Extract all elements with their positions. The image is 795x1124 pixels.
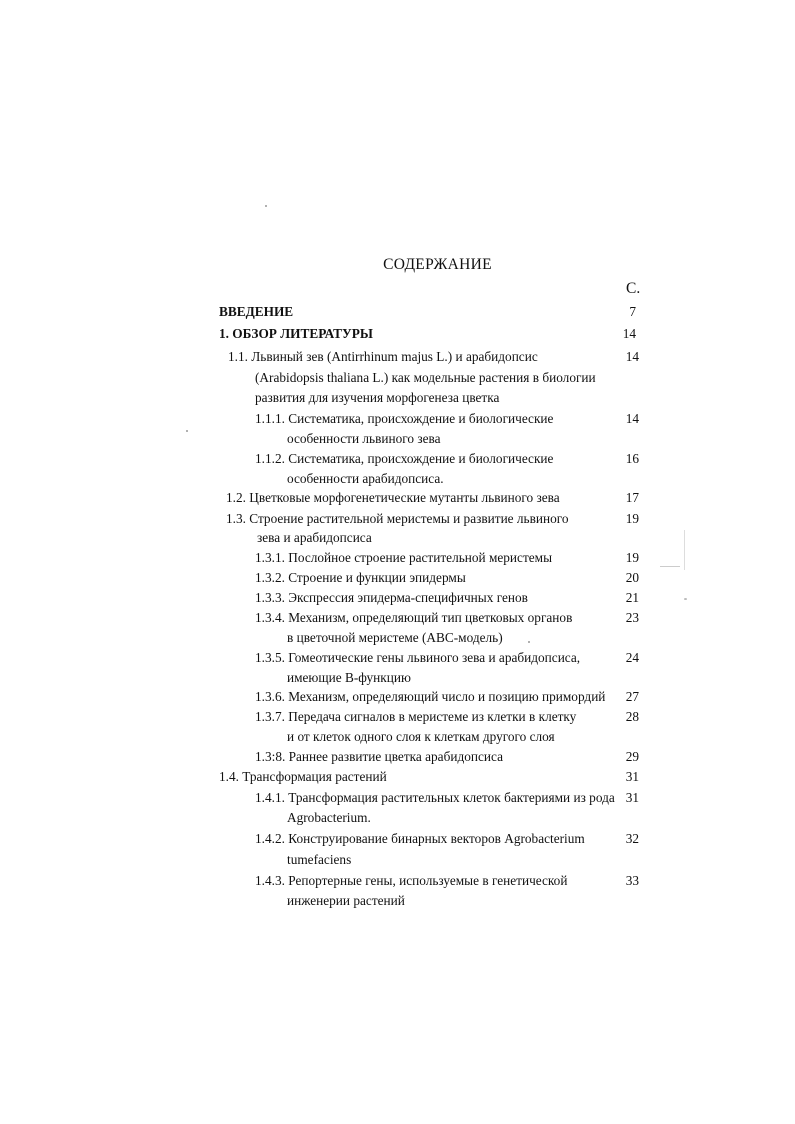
toc-entry-1-3-8: [255, 747, 503, 767]
toc-entry-1-4-3-cont: [287, 891, 405, 911]
toc-entry-title: 1.4.3. Репортерные гены, используемые в генетической: [255, 873, 568, 888]
toc-entry-title: 1.4. Трансформация растений: [219, 769, 387, 784]
toc-entry-title: ВВЕДЕНИЕ: [219, 304, 294, 319]
toc-entry-1-4-2-cont: [287, 850, 351, 870]
toc-entry-1-1-1-cont: [287, 429, 441, 449]
toc-page-number: 28: [625, 709, 639, 724]
toc-entry-1-1-1: [255, 409, 553, 429]
toc-entry-title: 1.3. Строение растительной меристемы и развитие львиного: [226, 511, 569, 526]
toc-entry-continuation: (Arabidopsis thaliana L.) как модельные растения в биологии: [255, 370, 596, 385]
toc-entry-1-3-4: [255, 608, 572, 628]
toc-entry-title: 1.3.5. Гомеотические гены львиного зева и арабидопсиса,: [255, 650, 581, 665]
toc-page-number: 7: [629, 304, 636, 319]
toc-entry-1-4-1-cont: [287, 808, 371, 828]
toc-page-number: 32: [625, 831, 639, 846]
toc-entry-continuation: развития для изучения морфогенеза цветка: [255, 389, 500, 405]
toc-entry-1-3-5-cont: [287, 668, 411, 688]
toc-entry-title: 1.3.4. Механизм, определяющий тип цветковых органов: [255, 610, 573, 625]
scan-speck: [265, 205, 267, 207]
toc-page-number: 20: [625, 570, 639, 585]
toc-entry-continuation: tumefaciens: [287, 852, 352, 867]
toc-page-number: 14: [622, 326, 636, 341]
toc-page-number: 19: [625, 511, 639, 526]
toc-entry-1-3-7: [255, 707, 576, 727]
toc-entry-continuation: в цветочной меристеме (АВС-модель): [287, 630, 503, 645]
toc-entry-1-3-6: [255, 687, 605, 707]
toc-page-number: 17: [625, 490, 639, 505]
toc-entry-title: 1. ОБЗОР ЛИТЕРАТУРЫ: [219, 326, 373, 341]
toc-entry-1-3-3: [255, 588, 528, 608]
toc-page-number: 31: [625, 769, 639, 784]
toc-entry-1-3-7-cont: [287, 727, 555, 747]
toc-page-number: 14: [625, 411, 639, 426]
toc-entry-continuation: зева и арабидопсиса: [257, 530, 372, 545]
toc-entry-1-1-cont: [255, 368, 596, 407]
toc-page-number: 19: [625, 550, 639, 565]
toc-entry-title: 1.2. Цветковые морфогенетические мутанты львиного зева: [226, 490, 560, 505]
toc-entry-1-4-2: [255, 829, 585, 849]
toc-entry-1-1-2: [255, 449, 553, 469]
page-column-header: С.: [626, 280, 641, 297]
toc-entry-1-4-3: [255, 871, 567, 891]
toc-page-number: 21: [625, 590, 639, 605]
toc-entry-1-3-2: [255, 568, 466, 588]
toc-entry-title: 1.3:8. Раннее развитие цветка арабидопсиса: [255, 749, 503, 764]
toc-entry-title: 1.1.1. Систематика, происхождение и биологические: [255, 411, 554, 426]
toc-entry-1-1-2-cont: [287, 469, 444, 489]
page-title: СОДЕРЖАНИЕ: [383, 256, 492, 273]
toc-entry-1-4-1: [255, 788, 615, 808]
toc-entry-1-3-1: [255, 548, 552, 568]
toc-entry-title: 1.3.1. Послойное строение растительной меристемы: [255, 550, 553, 565]
toc-entry-continuation: имеющие В-функцию: [287, 670, 411, 685]
toc-page-number: 16: [625, 451, 639, 466]
toc-entry-1-3-cont: [257, 528, 372, 548]
toc-entry-1-2: [226, 488, 560, 508]
toc-entry-continuation: и от клеток одного слоя к клеткам другого слоя: [287, 729, 555, 744]
toc-entry-title: 1.3.7. Передача сигналов в меристеме из клетки в клетку: [255, 709, 577, 724]
toc-page-number: 31: [625, 790, 639, 805]
toc-page-number: 24: [625, 650, 639, 665]
toc-entry-literature-review: [219, 324, 373, 344]
toc-page-number: 14: [625, 349, 639, 364]
toc-entry-title: 1.3.3. Экспрессия эпидерма-специфичных генов: [255, 590, 528, 605]
toc-entry-1-3-4-cont: [287, 628, 503, 648]
scan-speck: [684, 530, 685, 570]
toc-entry-continuation: особенности арабидопсиса.: [287, 471, 444, 486]
toc-entry-title: 1.4.1. Трансформация растительных клеток бактериями из рода: [255, 790, 615, 805]
toc-page-number: 33: [625, 873, 639, 888]
toc-entry-continuation: Agrobacterium.: [287, 810, 371, 825]
toc-entry-title: 1.1. Львиный зев (Antirrhinum majus L.) и арабидопсис: [228, 349, 538, 364]
scan-speck: [660, 566, 680, 567]
toc-entry-introduction: [219, 302, 293, 322]
toc-entry-title: 1.3.2. Строение и функции эпидермы: [255, 570, 466, 585]
toc-entry-1-1: [228, 347, 538, 367]
toc-entry-continuation: особенности львиного зева: [287, 431, 441, 446]
toc-entry-1-4: [219, 767, 387, 787]
toc-page-number: 23: [625, 610, 639, 625]
toc-page-number: 29: [625, 749, 639, 764]
scan-speck: [186, 430, 188, 432]
scan-speck: [528, 641, 530, 643]
toc-page-number: 27: [625, 689, 639, 704]
toc-entry-continuation: инженерии растений: [287, 893, 405, 908]
toc-entry-title: 1.4.2. Конструирование бинарных векторов Agrobacterium: [255, 831, 585, 846]
scan-speck: [684, 598, 687, 600]
toc-entry-title: 1.1.2. Систематика, происхождение и биологические: [255, 451, 554, 466]
toc-entry-title: 1.3.6. Механизм, определяющий число и позицию примордий: [255, 689, 606, 704]
toc-entry-1-3-5: [255, 648, 580, 668]
toc-entry-1-3: [226, 509, 569, 529]
